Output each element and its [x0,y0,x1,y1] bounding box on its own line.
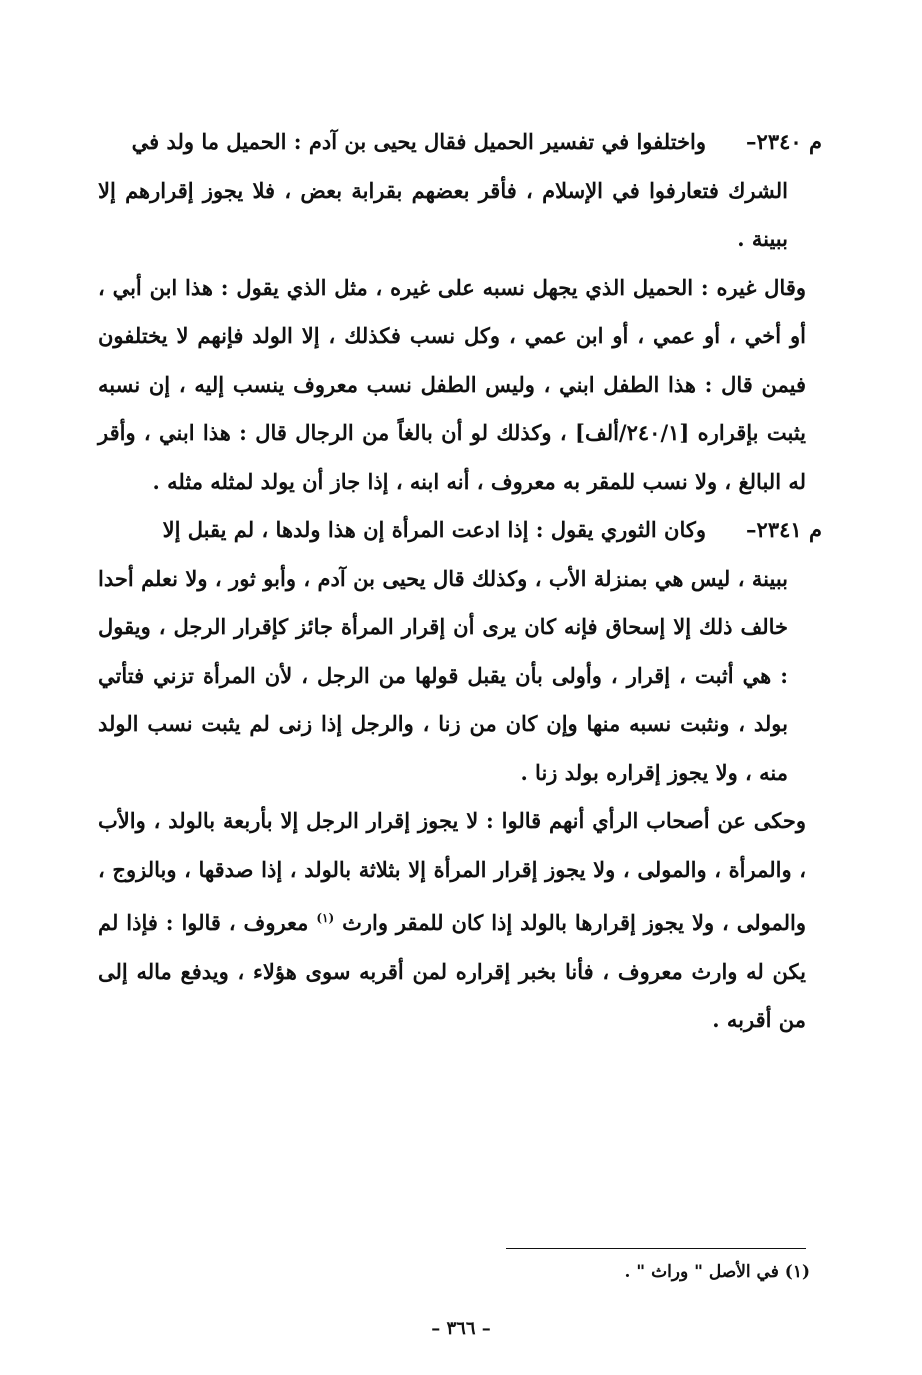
masala-2341 [98,506,822,797]
masala-number: م ٢٣٤٠– [746,129,822,154]
masala-2340 [98,118,822,264]
paragraph: وقال غيره : الحميل الذي يجهل نسبه على غيره ، مثل الذي يقول : هذا ابن أبي ، أو أخي ، أو عمي ، أو ابن عمي ، وكل نسب فكذلك ، إلا الولد فإنهم لا يختلفون فيمن قال : هذا الطفل ابني ، وليس الطفل نسب معروف ينسب إليه ، إن نسبه يثبت بإقراره [٢٤٠/١/ألف] ، وكذلك لو أن بالغاً من الرجال قال : هذا ابني ، وأقر له البالغ ، ولا نسب للمقر به معروف ، أنه ابنه ، إذا جاز أن يولد لمثله مثله . [98,274,806,494]
footnote-reference[interactable]: (١) [316,911,335,925]
footnote: (١) في الأصل " وراث " . [624,1262,810,1282]
masala-first-line: وكان الثوري يقول : إذا ادعت المرأة إن هذا ولدها ، لم يقبل إلا [162,517,706,542]
page-number: – ٣٦٦ – [431,1318,491,1339]
masala-text: الشرك فتعارفوا في الإسلام ، فأقر بعضهم بقرابة بعض ، فلا يجوز إقرارهم إلا ببينة . [98,177,788,251]
paragraph [98,797,806,1045]
masala-number: م ٢٣٤١– [746,517,822,542]
paragraph-text: معروف ، قالوا : فإذا لم يكن له وارث معروف ، فأنا بخبر إقراره لمن أقربه سوى هؤلاء ، ويدفع ماله إلى من أقربه . [98,910,806,1032]
masala-first-line: واختلفوا في تفسير الحميل فقال يحيى بن آدم : الحميل ما ولد في [131,129,706,154]
page-body [98,118,822,1045]
footnote-divider [506,1248,806,1249]
masala-text: ببينة ، ليس هي بمنزلة الأب ، وكذلك قال يحيى بن آدم ، وأبو ثور ، ولا نعلم أحدا خالف ذلك إلا إسحاق فإنه كان يرى أن إقرار المرأة جائز كإقرار الرجل ، ويقول : هي أثبت ، إقرار ، وأولى بأن يقبل قولها من الرجل ، لأن المرأة تزني فتأتي بولد ، ونثبت نسبه منها وإن كان من زنا ، والرجل إذا زنى لم يثبت نسب الولد منه ، ولا يجوز إقراره بولد زنا . [98,565,788,785]
paragraph-text: وحكى عن أصحاب الرأي أنهم قالوا : لا يجوز إقرار الرجل إلا بأربعة بالولد ، والأب ، والمرأة ، والمولى ، ولا يجوز إقرار المرأة إلا بثلاثة بالولد ، إذا صدقها ، وبالزوج ، والمولى ، ولا يجوز إقرارها بالولد إذا كان للمقر وارث [98,808,806,935]
